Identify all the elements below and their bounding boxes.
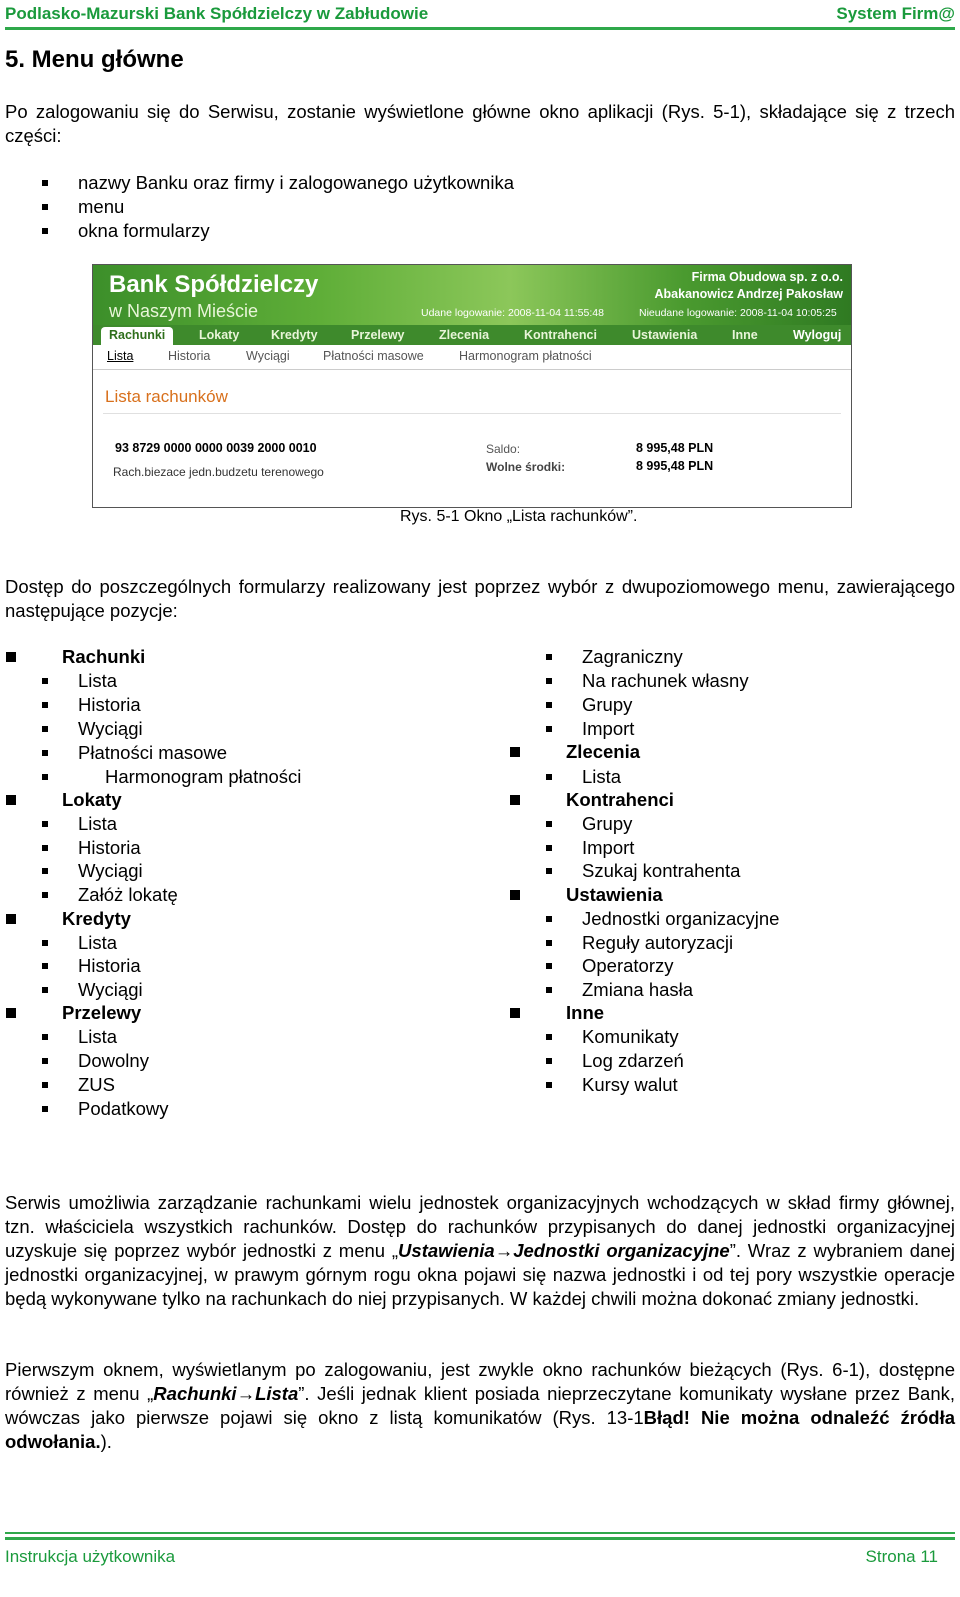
list-item: menu bbox=[78, 195, 124, 219]
menu-item: Lista bbox=[78, 1025, 117, 1049]
menu-path-accounts[interactable]: Rachunki→Lista bbox=[153, 1383, 299, 1404]
menu-item: Zagraniczny bbox=[582, 645, 683, 669]
menu-item: Wyciągi bbox=[78, 978, 143, 1002]
menu-item: Jednostki organizacyjne bbox=[582, 907, 779, 931]
menu-item: Dowolny bbox=[78, 1049, 149, 1073]
bullet-icon bbox=[42, 868, 48, 874]
title-divider bbox=[103, 413, 841, 414]
menu-item: Lista bbox=[78, 812, 117, 836]
menu-group-rachunki: Rachunki bbox=[62, 645, 145, 669]
saldo-label: Saldo: bbox=[486, 442, 521, 456]
menu-item: Zmiana hasła bbox=[582, 978, 693, 1002]
bullet-icon bbox=[546, 654, 552, 660]
bullet-icon bbox=[546, 916, 552, 922]
tab-ustawienia[interactable]: Ustawienia bbox=[632, 328, 698, 342]
firm-name: Firma Obudowa sp. z o.o. bbox=[691, 270, 843, 284]
tab-zlecenia[interactable]: Zlecenia bbox=[439, 328, 490, 342]
menu-item: Wyciągi bbox=[78, 717, 143, 741]
bank-city: w Naszym Mieście bbox=[109, 301, 259, 321]
bullet-icon bbox=[6, 652, 16, 662]
tab-kredyty[interactable]: Kredyty bbox=[271, 328, 318, 342]
menu-item: Harmonogram płatności bbox=[105, 765, 301, 789]
bullet-icon bbox=[510, 890, 520, 900]
tab-przelewy[interactable]: Przelewy bbox=[351, 328, 405, 342]
subtab-wyciagi[interactable]: Wyciągi bbox=[246, 349, 290, 363]
bullet-icon bbox=[510, 747, 520, 757]
header-bank-name: Podlasko-Mazurski Bank Spółdzielczy w Zabłudowie bbox=[5, 4, 429, 23]
menu-group-kredyty: Kredyty bbox=[62, 907, 131, 931]
bullet-icon bbox=[42, 963, 48, 969]
figure-caption: Rys. 5-1 Okno „Lista rachunków”. bbox=[400, 508, 638, 525]
menu-item: Lista bbox=[78, 669, 117, 693]
bank-name: Bank Spółdzielczy bbox=[109, 271, 319, 298]
bullet-icon bbox=[510, 795, 520, 805]
menu-item: Grupy bbox=[582, 812, 632, 836]
tab-lokaty[interactable]: Lokaty bbox=[199, 328, 240, 342]
list-item: okna formularzy bbox=[78, 219, 210, 243]
menu-item: Płatności masowe bbox=[78, 741, 227, 765]
bullet-icon bbox=[42, 774, 48, 780]
menu-path-units[interactable]: Ustawienia→Jednostki organizacyjne bbox=[398, 1240, 730, 1261]
bullet-icon bbox=[546, 940, 552, 946]
bullet-icon bbox=[42, 678, 48, 684]
subtab-lista[interactable]: Lista bbox=[107, 349, 134, 363]
footer-rule-top bbox=[5, 1532, 955, 1534]
menu-group-przelewy: Przelewy bbox=[62, 1001, 141, 1025]
bullet-icon bbox=[510, 1008, 520, 1018]
page-header bbox=[5, 4, 960, 26]
firm-info bbox=[655, 269, 843, 303]
menu-group-kontrahenci: Kontrahenci bbox=[566, 788, 674, 812]
bullet-icon bbox=[42, 845, 48, 851]
tab-inne[interactable]: Inne bbox=[732, 328, 758, 342]
user-name: Abakanowicz Andrzej Pakosław bbox=[654, 287, 843, 301]
bullet-icon bbox=[546, 963, 552, 969]
sub-menu bbox=[93, 345, 851, 370]
menu-group-lokaty: Lokaty bbox=[62, 788, 122, 812]
bank-banner bbox=[93, 265, 851, 325]
menu-group-ustawienia: Ustawienia bbox=[566, 883, 663, 907]
bullet-icon bbox=[42, 1034, 48, 1040]
main-menu bbox=[93, 325, 851, 345]
bullet-icon bbox=[546, 774, 552, 780]
menu-item: Kursy walut bbox=[582, 1073, 678, 1097]
footer-rule-bottom bbox=[5, 1537, 955, 1540]
bullet-icon bbox=[546, 726, 552, 732]
footer-doc-title: Instrukcja użytkownika bbox=[5, 1547, 176, 1566]
bullet-icon bbox=[42, 228, 48, 234]
menu-item: Komunikaty bbox=[582, 1025, 679, 1049]
bullet-icon bbox=[6, 795, 16, 805]
menu-item: Import bbox=[582, 717, 634, 741]
bullet-icon bbox=[42, 1106, 48, 1112]
menu-item: Historia bbox=[78, 954, 141, 978]
menu-item: Import bbox=[582, 836, 634, 860]
bullet-icon bbox=[546, 821, 552, 827]
tab-kontrahenci[interactable]: Kontrahenci bbox=[524, 328, 597, 342]
bullet-icon bbox=[6, 1008, 16, 1018]
menu-item: Reguły autoryzacji bbox=[582, 931, 733, 955]
bullet-icon bbox=[42, 1082, 48, 1088]
page-title: Lista rachunków bbox=[105, 387, 228, 406]
section-title: 5. Menu główne bbox=[5, 46, 184, 73]
bullet-icon bbox=[42, 204, 48, 210]
bullet-icon bbox=[42, 821, 48, 827]
menu-item: Wyciągi bbox=[78, 859, 143, 883]
header-rule bbox=[5, 27, 955, 30]
menu-item: Log zdarzeń bbox=[582, 1049, 684, 1073]
menu-item: ZUS bbox=[78, 1073, 115, 1097]
menu-item: Załóż lokatę bbox=[78, 883, 178, 907]
free-funds-value: 8 995,48 PLN bbox=[636, 459, 714, 473]
free-funds-label: Wolne środki: bbox=[486, 460, 566, 474]
tab-wyloguj[interactable]: Wyloguj bbox=[793, 328, 842, 342]
menu-intro-paragraph: Dostęp do poszczególnych formularzy realizowany jest poprzez wybór z dwupoziomowego menu, zawierającego następujące pozycje: bbox=[5, 576, 955, 621]
subtab-platnosci-masowe[interactable]: Płatności masowe bbox=[323, 349, 424, 363]
menu-item: Historia bbox=[78, 836, 141, 860]
saldo-value: 8 995,48 PLN bbox=[636, 441, 714, 455]
menu-item: Szukaj kontrahenta bbox=[582, 859, 740, 883]
menu-group-zlecenia: Zlecenia bbox=[566, 740, 640, 764]
bullet-icon bbox=[546, 1034, 552, 1040]
tab-rachunki[interactable]: Rachunki bbox=[101, 327, 173, 346]
menu-item: Na rachunek własny bbox=[582, 669, 749, 693]
bullet-icon bbox=[42, 726, 48, 732]
page-number: Strona 11 bbox=[865, 1547, 938, 1566]
screenshot-figure bbox=[92, 264, 852, 508]
header-system-name: System Firm@ bbox=[836, 4, 955, 23]
bullet-icon bbox=[42, 180, 48, 186]
bullet-icon bbox=[546, 1058, 552, 1064]
bullet-icon bbox=[42, 892, 48, 898]
intro-paragraph: Po zalogowaniu się do Serwisu, zostanie wyświetlone główne okno aplikacji (Rys. 5-1), składające się z trzech części: bbox=[5, 101, 955, 146]
subtab-historia[interactable]: Historia bbox=[168, 349, 211, 363]
bullet-icon bbox=[42, 702, 48, 708]
login-failure: Nieudane logowanie: 2008-11-04 10:05:25 bbox=[639, 307, 837, 319]
bullet-icon bbox=[6, 914, 16, 924]
menu-item: Lista bbox=[582, 765, 621, 789]
account-name: Rach.biezace jedn.budzetu terenowego bbox=[113, 465, 324, 479]
menu-group-inne: Inne bbox=[566, 1001, 604, 1025]
bullet-icon bbox=[546, 702, 552, 708]
menu-item: Historia bbox=[78, 693, 141, 717]
menu-item: Operatorzy bbox=[582, 954, 674, 978]
bullet-icon bbox=[42, 987, 48, 993]
units-paragraph: Serwis umożliwia zarządzanie rachunkami wielu jednostek organizacyjnych wchodzących w skład firmy głównej, tzn. właściciela wszystkich rachunków. Dostęp do rachunków przypisanych do danej jednostki organizacyjnej uzyskuje się poprzez wybór jednostki z menu „Ustawienia→Jednostki organizacyjne”. Wraz z wybraniem danej jednostki organizacyjnej, w prawym górnym rogu okna pojawi się nazwa jednostki i od tej pory wszystkie operacje będą wykonywane tylko na rachunkach do niej przypisanych. W każdej chwili można dokonać zmiany jednostki. bbox=[5, 1192, 955, 1309]
bullet-icon bbox=[42, 750, 48, 756]
bullet-icon bbox=[42, 940, 48, 946]
menu-item: Podatkowy bbox=[78, 1097, 169, 1121]
first-window-paragraph: Pierwszym oknem, wyświetlanym po zalogowaniu, jest zwykle okno rachunków bieżących (Rys. 6-1), dostępne również z menu „Rachunki→Lista”. Jeśli jednak klient posiada nieprzeczytane komunikaty wysłane przez Bank, wówczas jako pierwsze pojawi się okno z listą komunikatów (Rys. 13-1Błąd! Nie można odnaleźć źródła odwołania.). bbox=[5, 1359, 956, 1452]
menu-item: Grupy bbox=[582, 693, 632, 717]
bullet-icon bbox=[546, 868, 552, 874]
reference-error: Błąd! Nie można odnaleźć źródła odwołania. bbox=[5, 1407, 956, 1452]
account-number[interactable]: 93 8729 0000 0000 0039 2000 0010 bbox=[115, 441, 317, 455]
login-success: Udane logowanie: 2008-11-04 11:55:48 bbox=[421, 307, 604, 319]
list-item: nazwy Banku oraz firmy i zalogowanego użytkownika bbox=[78, 171, 514, 195]
bullet-icon bbox=[546, 987, 552, 993]
subtab-harmonogram[interactable]: Harmonogram płatności bbox=[459, 349, 592, 363]
menu-item: Lista bbox=[78, 931, 117, 955]
bullet-icon bbox=[42, 1058, 48, 1064]
bullet-icon bbox=[546, 845, 552, 851]
bullet-icon bbox=[546, 1082, 552, 1088]
bullet-icon bbox=[546, 678, 552, 684]
